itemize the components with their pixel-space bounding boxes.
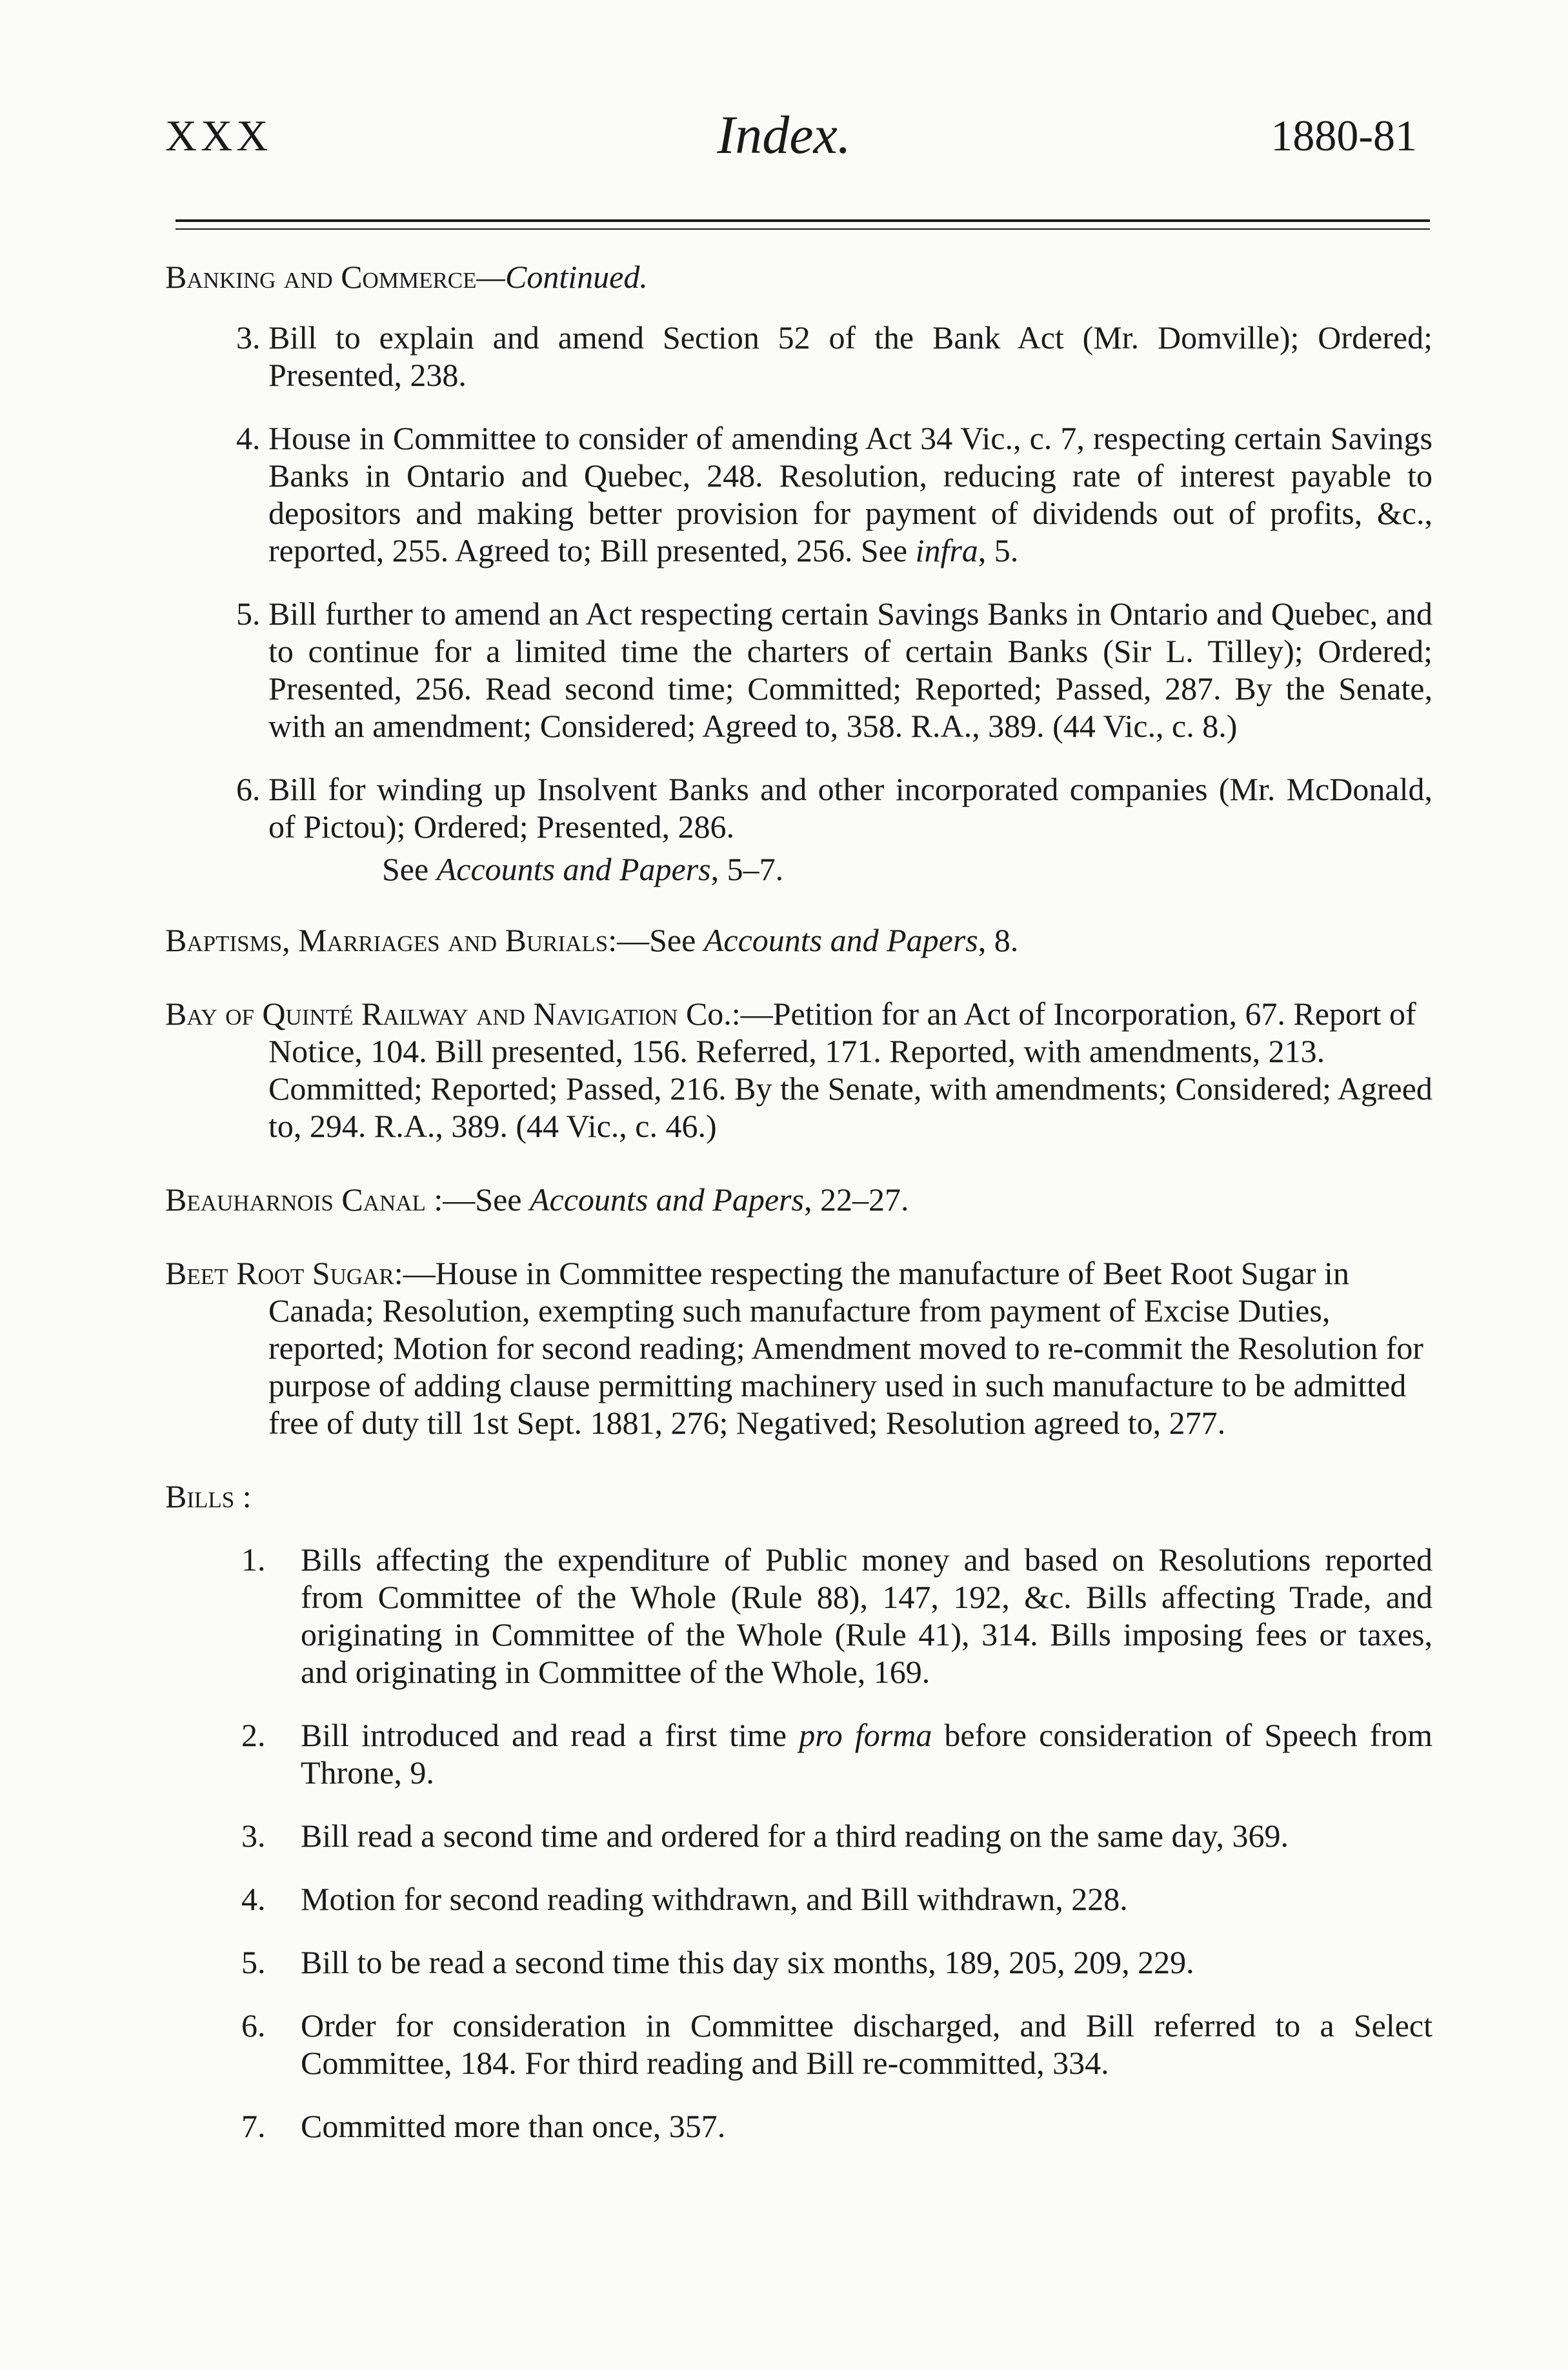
page-title: Index. xyxy=(717,105,851,165)
bills-item-4 xyxy=(165,1880,1432,1918)
bills-item-1 xyxy=(165,1541,1432,1691)
item-text-italic: pro forma xyxy=(799,1717,932,1753)
bay-of-quinte-entry xyxy=(165,995,1432,1145)
item-text: Bill further to amend an Act respecting certain Savings Banks in Ontario and Quebec, and to continue for a limited time the charters of certain Banks (Sir L. Tilley); Ordered; Presented, 256. Read second time; Committed; Reported; Passed, 287. By the Senate, with an amendment; Considered; Agreed to, 358. R.A., 389. (44 Vic., c. 8.) xyxy=(268,596,1432,744)
entry-see: :—See xyxy=(608,922,704,958)
item-number: 5. xyxy=(241,1944,266,1980)
see-prefix: See xyxy=(382,851,437,887)
baptisms-entry xyxy=(165,921,1432,959)
entry-heading: Beet Root Sugar xyxy=(165,1255,394,1291)
entry-heading: Bay of Quinté Railway and Navigation xyxy=(165,996,678,1032)
banking-see-also xyxy=(165,850,1432,888)
see-reference: Accounts and Papers xyxy=(436,851,711,887)
header-rule-thick xyxy=(176,219,1430,222)
banking-heading-caps: Banking and Commerce xyxy=(165,259,477,295)
banking-item-3 xyxy=(165,319,1432,394)
bills-item-7 xyxy=(165,2107,1432,2145)
header-rule-thin xyxy=(176,228,1430,230)
bills-item-2 xyxy=(165,1716,1432,1791)
see-pages: , 5–7. xyxy=(710,851,784,887)
item-text: Bill for winding up Insolvent Banks and other incorporated companies (Mr. McDonald, of Pictou); Ordered; Presented, 286. xyxy=(268,771,1432,845)
index-content xyxy=(165,258,1432,2171)
page-number: XXX xyxy=(165,111,272,160)
item-number: 6. xyxy=(241,2007,266,2044)
bills-heading-colon: : xyxy=(234,1478,252,1514)
item-text: House in Committee to consider of amending Act 34 Vic., c. 7, respecting certain Savings Banks in Ontario and Quebec, 248. Resolution, reducing rate of interest payable to depositors and making better provision for payment of dividends out of profits, &c., reported, 255. Agreed to; Bill presented, 256. See xyxy=(268,420,1432,568)
beet-root-sugar-entry xyxy=(165,1254,1432,1441)
item-number: 3. xyxy=(236,319,261,356)
item-text: Bills affecting the expenditure of Public money and based on Resolutions reported from Committee of the Whole (Rule 88), 147, 192, &c. Bills affecting Trade, and originating in Committee of the Whole (Rule 41), 314. Bills imposing fees or taxes, and originating in Committee of the Whole, 169. xyxy=(301,1542,1432,1690)
item-text-end: , 5. xyxy=(978,532,1019,568)
entry-reference: Accounts and Papers xyxy=(530,1181,804,1218)
item-number: 2. xyxy=(241,1717,266,1753)
entry-see: :—See xyxy=(425,1181,530,1218)
banking-heading-continued: —Continued. xyxy=(476,259,648,295)
entry-text: :—House in Committee respecting the manufacture of Beet Root Sugar in Canada; Resolution, exempting such manufacture from payment of Excise Duties, reported; Motion for second reading; Amendment moved to re-commit the Resolution for purpose of adding clause permitting machinery used in such manufacture to be admitted free of duty till 1st Sept. 1881, 276; Negatived; Resolution agreed to, 277. xyxy=(268,1255,1423,1441)
bills-heading xyxy=(165,1478,1432,1515)
item-text: Committed more than once, 357. xyxy=(301,2108,726,2144)
item-text: Bill introduced and read a first time xyxy=(301,1717,799,1753)
entry-heading: Beauharnois Canal xyxy=(165,1181,426,1218)
entry-heading: Baptisms, Marriages and Burials xyxy=(165,922,608,958)
bills-item-3 xyxy=(165,1817,1432,1854)
item-text: Bill to explain and amend Section 52 of the Bank Act (Mr. Domville); Ordered; Presented, 238. xyxy=(268,319,1432,393)
entry-pages: , 8. xyxy=(978,922,1019,958)
bills-heading-caps: Bills xyxy=(165,1478,235,1514)
banking-item-6 xyxy=(165,770,1432,845)
banking-heading xyxy=(165,258,1432,296)
session-year: 1880-81 xyxy=(1271,111,1417,160)
bills-item-5 xyxy=(165,1943,1432,1981)
entry-text: Co.:—Petition for an Act of Incorporation, 67. Report of Notice, 104. Bill presented, 156. Referred, 171. Reported, with amendments, 213. Committed; Reported; Passed, 216. By the Senate, with amendments; Considered; Agreed to, 294. R.A., 389. (44 Vic., c. 46.) xyxy=(268,996,1432,1144)
item-text: Bill to be read a second time this day six months, 189, 205, 209, 229. xyxy=(301,1944,1194,1980)
item-number: 7. xyxy=(241,2108,266,2144)
item-number: 5. xyxy=(236,596,261,632)
item-text: Order for consideration in Committee discharged, and Bill referred to a Select Committee, 184. For third reading and Bill re-committed, 334. xyxy=(301,2007,1432,2081)
item-text: Motion for second reading withdrawn, and Bill withdrawn, 228. xyxy=(301,1881,1128,1917)
entry-reference: Accounts and Papers xyxy=(703,922,978,958)
item-number: 1. xyxy=(241,1542,266,1578)
entry-pages: , 22–27. xyxy=(803,1181,909,1218)
banking-item-4 xyxy=(165,419,1432,569)
item-text-italic: infra xyxy=(915,532,978,568)
item-text: Bill read a second time and ordered for a third reading on the same day, 369. xyxy=(301,1818,1289,1854)
bills-item-6 xyxy=(165,2007,1432,2082)
item-number: 6. xyxy=(236,771,261,807)
item-number: 4. xyxy=(236,420,261,456)
item-number: 4. xyxy=(241,1881,266,1917)
item-text-end: before consideration of Speech from Throne, 9. xyxy=(301,1717,1432,1791)
beauharnois-entry xyxy=(165,1181,1432,1218)
item-number: 3. xyxy=(241,1818,266,1854)
banking-item-5 xyxy=(165,595,1432,745)
